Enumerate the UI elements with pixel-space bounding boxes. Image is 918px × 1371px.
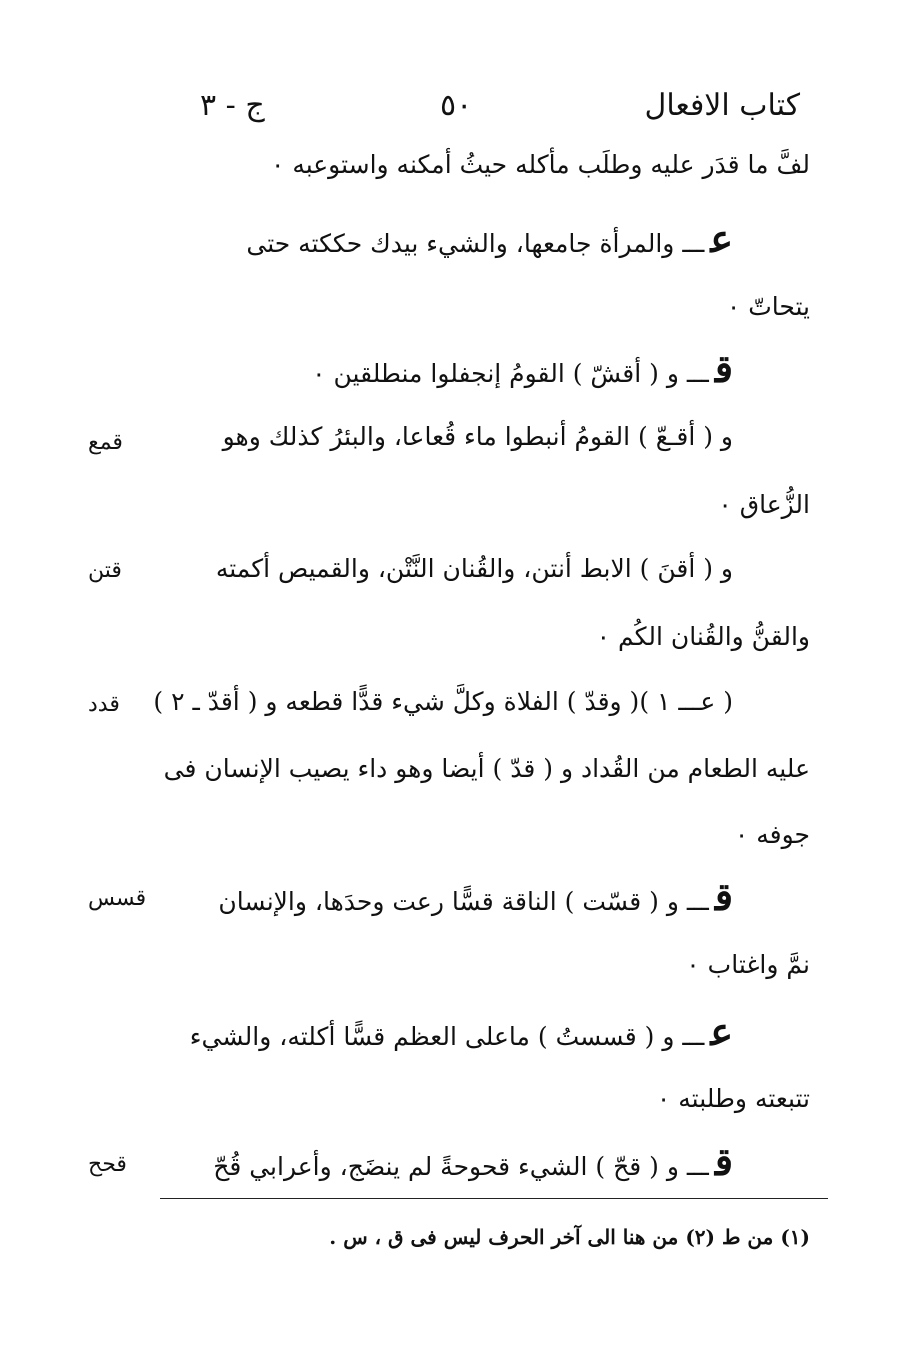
line-text: نمَّ واغتاب ٠ bbox=[686, 950, 810, 979]
line-text: جوفه ٠ bbox=[734, 820, 810, 849]
line-text: ـــ و ( قسّت ) الناقة قسًّا رعت وحدَها، والإنسان bbox=[218, 887, 709, 916]
text-line bbox=[246, 216, 733, 261]
text-line bbox=[312, 346, 733, 391]
line-text: لفَّ ما قدَر عليه وطلَب مأكله حيثُ أمكنه واستوعبه ٠ bbox=[270, 150, 810, 179]
text-line bbox=[735, 818, 810, 852]
line-text: والقنُّ والقُنان الكُم ٠ bbox=[596, 622, 810, 651]
margin-headword: قحح bbox=[88, 1152, 127, 1177]
footnote: (١) من ط (٢) من هنا الى آخر الحرف ليس فى ق ، س . bbox=[329, 1225, 810, 1249]
line-text: تتبعته وطلبته ٠ bbox=[656, 1084, 810, 1113]
section-letter: ع bbox=[710, 216, 733, 261]
page-number: ٥٠ bbox=[440, 88, 473, 123]
text-line bbox=[153, 685, 733, 719]
line-text: ـــ و ( قسستُ ) ماعلى العظم قسًّا أكلته، والشيء bbox=[189, 1022, 705, 1051]
section-letter: ق bbox=[714, 1139, 733, 1184]
line-text: ـــ والمرأة جامعها، والشيء بيدك حككته حتى bbox=[246, 229, 705, 258]
line-text: الزُّعاق ٠ bbox=[718, 490, 810, 519]
section-letter: ع bbox=[710, 1009, 733, 1054]
margin-headword: قمع bbox=[88, 430, 123, 455]
text-line bbox=[718, 488, 810, 522]
text-line bbox=[686, 948, 810, 982]
text-line bbox=[597, 620, 810, 654]
text-line bbox=[213, 1139, 733, 1184]
text-line bbox=[271, 148, 810, 182]
line-text: و ( أقنَ ) الابط أنتن، والقُنان النَّتْن، والقميص أكمته bbox=[215, 554, 733, 583]
footnote-divider bbox=[160, 1198, 828, 1199]
line-text: ـــ و ( قحّ ) الشيء قحوحةً لم ينضَج، وأعرابي قُحّ bbox=[213, 1152, 709, 1181]
text-line bbox=[218, 874, 733, 919]
text-line bbox=[657, 1082, 810, 1116]
line-text: و ( أقـعّ ) القومُ أنبطوا ماء قُعاعا، والبئرُ كذلك وهو bbox=[222, 422, 733, 451]
text-line bbox=[727, 290, 810, 324]
text-line bbox=[216, 552, 733, 586]
text-line bbox=[189, 1009, 733, 1054]
line-text: ( عـــ ١ )( وقدّ ) الفلاة وكلَّ شيء قدًّا قطعه و ( أقدّ ـ ٢ ) bbox=[153, 687, 733, 716]
margin-headword: قدد bbox=[88, 692, 120, 717]
line-text: ـــ و ( أقشّ ) القومُ إنجفلوا منطلقين ٠ bbox=[312, 359, 709, 388]
line-text: عليه الطعام من القُداد و ( قدّ ) أيضا وهو داء يصيب الإنسان فى bbox=[163, 754, 810, 783]
text-line bbox=[164, 752, 810, 786]
text-line bbox=[223, 420, 733, 454]
book-title: كتاب الافعال bbox=[644, 88, 800, 123]
section-letter: ق bbox=[714, 346, 733, 391]
margin-headword: قسس bbox=[88, 886, 147, 911]
volume-label: ج - ٣ bbox=[200, 88, 265, 123]
section-letter: ق bbox=[714, 874, 733, 919]
margin-headword: قتن bbox=[88, 558, 122, 583]
line-text: يتحاتّ ٠ bbox=[726, 292, 810, 321]
